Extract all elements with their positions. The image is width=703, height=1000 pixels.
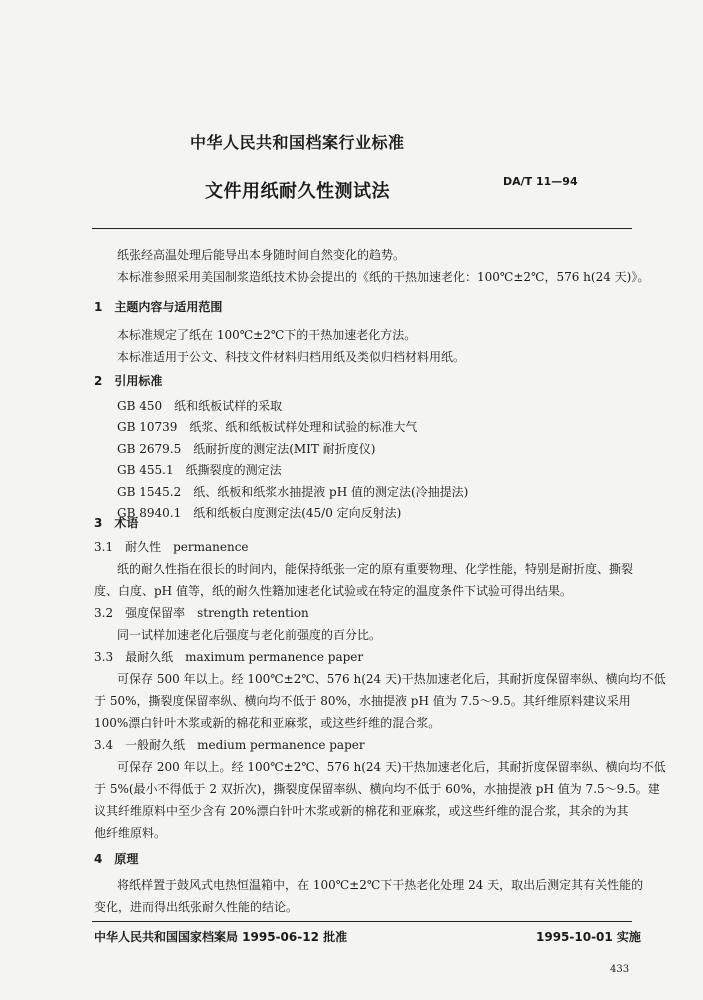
term-3-3-text-3: 100%漂白针叶木浆或新的棉花和亚麻浆，或这些纤维的混合浆。	[94, 716, 441, 730]
section-4-line-1: 将纸样置于鼓风式电热恒温箱中，在 100℃±2℃下干热老化处理 24 天，取出后测定其有关性能的	[117, 878, 644, 892]
term-3-4-text-2: 于 5%(最小不得低于 2 双折次)，撕裂度保留率纵、横向均不低于 60%，水抽提液 pH 值为 7.5～9.5。建	[94, 782, 660, 796]
term-3-4-text-3: 议其纤维原料中至少含有 20%漂白针叶木浆或新的棉花和亚麻浆，或这些纤维的混合浆，其余的为其	[94, 804, 629, 818]
reference-item: GB 450 纸和纸板试样的采取	[117, 399, 283, 413]
term-3-1-label: 3.1 耐久性 permanence	[94, 540, 249, 554]
section-4-line-2: 变化，进而得出纸张耐久性能的结论。	[94, 900, 299, 914]
term-3-4-label: 3.4 一般耐久纸 medium permanence paper	[94, 738, 365, 752]
reference-item: GB 8940.1 纸和纸板白度测定法(45/0 定向反射法)	[117, 506, 402, 520]
term-3-3-label: 3.3 最耐久纸 maximum permanence paper	[94, 650, 364, 664]
term-3-1-text-1: 纸的耐久性指在很长的时间内，能保持纸张一定的原有重要物理、化学性能，特别是耐折度、撕裂	[117, 562, 634, 576]
document-code: DA/T 11—94	[503, 175, 578, 188]
term-3-3-text-2: 于 50%，撕裂度保留率纵、横向均不低于 80%，水抽提液 pH 值为 7.5～9.5。其纤维原料建议采用	[94, 694, 631, 708]
intro-line-1: 纸张经高温处理后能导出本身随时间自然变化的趋势。	[117, 248, 406, 262]
reference-item: GB 455.1 纸撕裂度的测定法	[117, 463, 282, 477]
term-3-2-text-1: 同一试样加速老化后强度与老化前强度的百分比。	[117, 628, 382, 642]
term-3-1-text-2: 度、白度、pH 值等，纸的耐久性籍加速老化试验或在特定的温度条件下试验可得出结果。	[94, 584, 572, 598]
section-1-line-1: 本标准规定了纸在 100℃±2℃下的干热加速老化方法。	[117, 328, 417, 342]
section-1-line-2: 本标准适用于公文、科技文件材料归档用纸及类似归档材料用纸。	[117, 350, 466, 364]
approval-statement: 中华人民共和国国家档案局 1995-06-12 批准	[94, 930, 348, 944]
section-2-heading: 2 引用标准	[94, 374, 163, 388]
reference-item: GB 1545.2 纸、纸板和纸浆水抽提液 pH 值的测定法(冷抽提法)	[117, 485, 469, 499]
org-title: 中华人民共和国档案行业标准	[190, 133, 405, 152]
implementation-date: 1995-10-01 实施	[536, 930, 641, 944]
term-3-2-label: 3.2 强度保留率 strength retention	[94, 606, 309, 620]
section-4-heading: 4 原理	[94, 852, 139, 866]
section-3-heading: 3 术语	[94, 516, 139, 530]
footer-rule	[92, 921, 632, 922]
term-3-3-text-1: 可保存 500 年以上。经 100℃±2℃、576 h(24 天)干热加速老化后，其耐折度保留率纵、横向均不低	[117, 672, 666, 686]
intro-line-2: 本标准参照采用美国制浆造纸技术协会提出的《纸的干热加速老化：100℃±2℃，576 h(24 天)》。	[117, 270, 650, 284]
document-title: 文件用纸耐久性测试法	[205, 181, 390, 202]
reference-item: GB 10739 纸浆、纸和纸板试样处理和试验的标准大气	[117, 420, 418, 434]
section-1-heading: 1 主题内容与适用范围	[94, 300, 223, 314]
term-3-4-text-4: 他纤维原料。	[94, 826, 167, 840]
term-3-4-text-1: 可保存 200 年以上。经 100℃±2℃、576 h(24 天)干热加速老化后，其耐折度保留率纵、横向均不低	[117, 760, 666, 774]
page-number: 433	[610, 964, 630, 975]
header-rule	[92, 228, 632, 229]
reference-item: GB 2679.5 纸耐折度的测定法(MIT 耐折度仪)	[117, 442, 376, 456]
